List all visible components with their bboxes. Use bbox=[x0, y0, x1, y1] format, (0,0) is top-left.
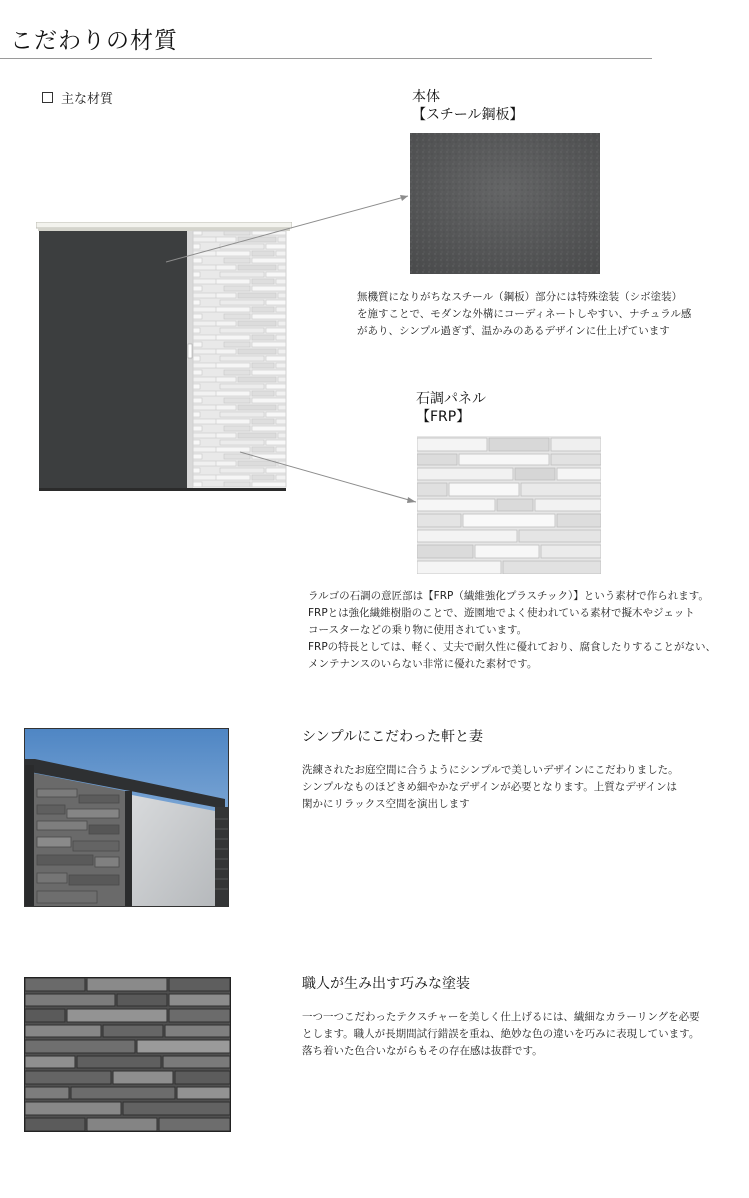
steel-title: 本体 bbox=[412, 89, 440, 105]
painting-feature-description bbox=[302, 1009, 742, 1060]
steel-pointer-arrow bbox=[400, 195, 408, 201]
frp-heading bbox=[416, 390, 486, 426]
frp-description-line: FRPの特長としては、軽く、丈夫で耐久性に優れており、腐食したりすることがない、 bbox=[308, 641, 716, 653]
eaves-feature-title: シンプルにこだわった軒と妻 bbox=[302, 729, 483, 745]
painting-description-line: とします。職人が長期間試行錯誤を重ね、絶妙な色の違いを巧みに表現しています。 bbox=[302, 1028, 700, 1040]
section-label-text: 主な材質 bbox=[61, 92, 114, 107]
frp-description-line: FRPとは強化繊維樹脂のことで、遊園地でよく使われている素材で擬木やジェット bbox=[308, 607, 695, 619]
painted-stone-image bbox=[25, 978, 230, 1131]
frp-description-line: メンテナンスのいらない非常に優れた素材です。 bbox=[308, 658, 538, 670]
page-title: こだわりの材質 bbox=[10, 28, 178, 54]
eaves-photo bbox=[24, 728, 229, 907]
steel-texture-sample bbox=[410, 133, 600, 274]
steel-description-line: を施すことで、モダンな外構にコーディネートしやすい、ナチュラル感 bbox=[357, 308, 692, 320]
frp-description-line: コースターなどの乗り物に使用されています。 bbox=[308, 624, 528, 636]
eaves-description-line: 閑かにリラックス空間を演出します bbox=[302, 798, 470, 810]
eaves-description-line: シンプルなものほどきめ細やかなデザインが必要となります。上質なデザインは bbox=[302, 781, 678, 793]
frp-texture-image bbox=[417, 436, 601, 574]
steel-description-line: があり、シンプル過ぎず、温かみのあるデザインに仕上げています bbox=[357, 325, 670, 337]
frp-title: 石調パネル bbox=[416, 391, 486, 407]
painted-stone-photo bbox=[24, 977, 231, 1132]
painting-feature-title: 職人が生み出す巧みな塗装 bbox=[302, 976, 470, 992]
frp-pointer-arrow bbox=[407, 497, 416, 503]
steel-pointer-line bbox=[166, 196, 408, 262]
eaves-description-line: 洗練されたお庭空間に合うようにシンプルで美しいデザインにこだわりました。 bbox=[302, 764, 679, 776]
steel-heading bbox=[412, 88, 523, 124]
steel-subtitle: 【スチール鋼板】 bbox=[412, 107, 524, 123]
steel-texture-image bbox=[410, 133, 600, 274]
steel-description bbox=[357, 289, 717, 340]
painting-description-line: 落ち着いた色合いながらもその存在感は抜群です。 bbox=[302, 1045, 543, 1057]
eaves-photo-image bbox=[25, 729, 228, 906]
frp-description bbox=[308, 588, 738, 673]
frp-description-line: ラルゴの石調の意匠部は【FRP（繊維強化プラスチック）】という素材で作られます。 bbox=[308, 590, 709, 602]
frp-pointer-line bbox=[240, 452, 416, 502]
frp-texture-sample bbox=[417, 436, 601, 574]
steel-description-line: 無機質になりがちなスチール（鋼板）部分には特殊塗装（シボ塗装） bbox=[357, 291, 683, 303]
painting-description-line: 一つ一つこだわったテクスチャーを美しく仕上げるには、繊細なカラーリングを必要 bbox=[302, 1011, 700, 1023]
frp-subtitle: 【FRP】 bbox=[416, 409, 471, 425]
eaves-feature-description bbox=[302, 762, 722, 813]
